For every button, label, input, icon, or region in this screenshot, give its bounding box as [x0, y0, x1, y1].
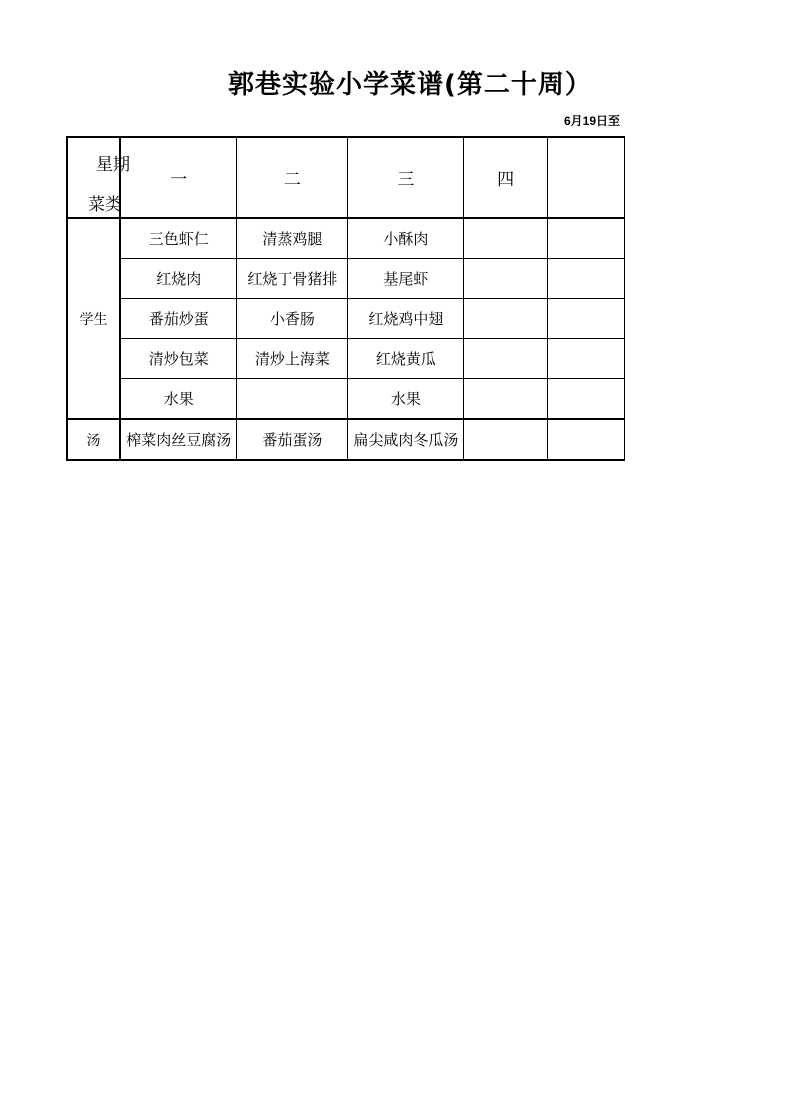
menu-cell: 三色虾仁: [120, 218, 237, 259]
menu-cell: 水果: [120, 379, 237, 420]
table-row: [67, 218, 625, 259]
menu-cell: 红烧黄瓜: [348, 339, 464, 379]
soup-category-cell: 汤: [67, 419, 120, 460]
menu-cell: [464, 259, 548, 299]
menu-cell: 清炒上海菜: [237, 339, 348, 379]
table-row: [67, 339, 625, 379]
header-row: [67, 137, 625, 218]
student-category-cell: 学生: [67, 218, 120, 419]
soup-cell: 扁尖咸肉冬瓜汤: [348, 419, 464, 460]
menu-cell: [464, 299, 548, 339]
menu-cell: [464, 218, 548, 259]
page-title: 郭巷实验小学菜谱(第二十周）: [228, 70, 592, 100]
table-row: [67, 299, 625, 339]
soup-cell: [547, 419, 624, 460]
soup-cell: [464, 419, 548, 460]
table-row: [67, 259, 625, 299]
corner-category-label: 菜类: [88, 195, 122, 215]
menu-cell: 番茄炒蛋: [120, 299, 237, 339]
menu-cell: 红烧丁骨猪排: [237, 259, 348, 299]
day-header-3: 三: [348, 137, 464, 218]
corner-cell: [67, 137, 130, 218]
menu-cell: 红烧鸡中翅: [348, 299, 464, 339]
date-range-cell: [540, 110, 625, 130]
corner-weekday-label: 星期: [96, 155, 130, 175]
menu-cell: [547, 299, 624, 339]
soup-cell: 番茄蛋汤: [237, 419, 348, 460]
menu-cell: 水果: [348, 379, 464, 420]
menu-cell: [547, 379, 624, 420]
day-header-4: 四: [464, 137, 548, 218]
menu-cell: [547, 259, 624, 299]
menu-cell: 红烧肉: [120, 259, 237, 299]
menu-cell: 清炒包菜: [120, 339, 237, 379]
day-header-2: 二: [237, 137, 348, 218]
menu-cell: [237, 379, 348, 420]
menu-cell: 小酥肉: [348, 218, 464, 259]
soup-cell: 榨菜肉丝豆腐汤: [120, 419, 237, 460]
menu-cell: [464, 379, 548, 420]
soup-row: [67, 419, 625, 460]
menu-cell: [547, 218, 624, 259]
menu-table-viewport: [66, 136, 625, 461]
menu-table: [66, 136, 625, 461]
menu-cell: [464, 339, 548, 379]
menu-cell: 清蒸鸡腿: [237, 218, 348, 259]
day-header-1: 一: [120, 137, 237, 218]
menu-cell: [547, 339, 624, 379]
table-row: [67, 379, 625, 420]
day-header-5: [547, 137, 624, 218]
menu-cell: 小香肠: [237, 299, 348, 339]
menu-cell: 基尾虾: [348, 259, 464, 299]
date-range: 6月19日至: [564, 114, 621, 128]
